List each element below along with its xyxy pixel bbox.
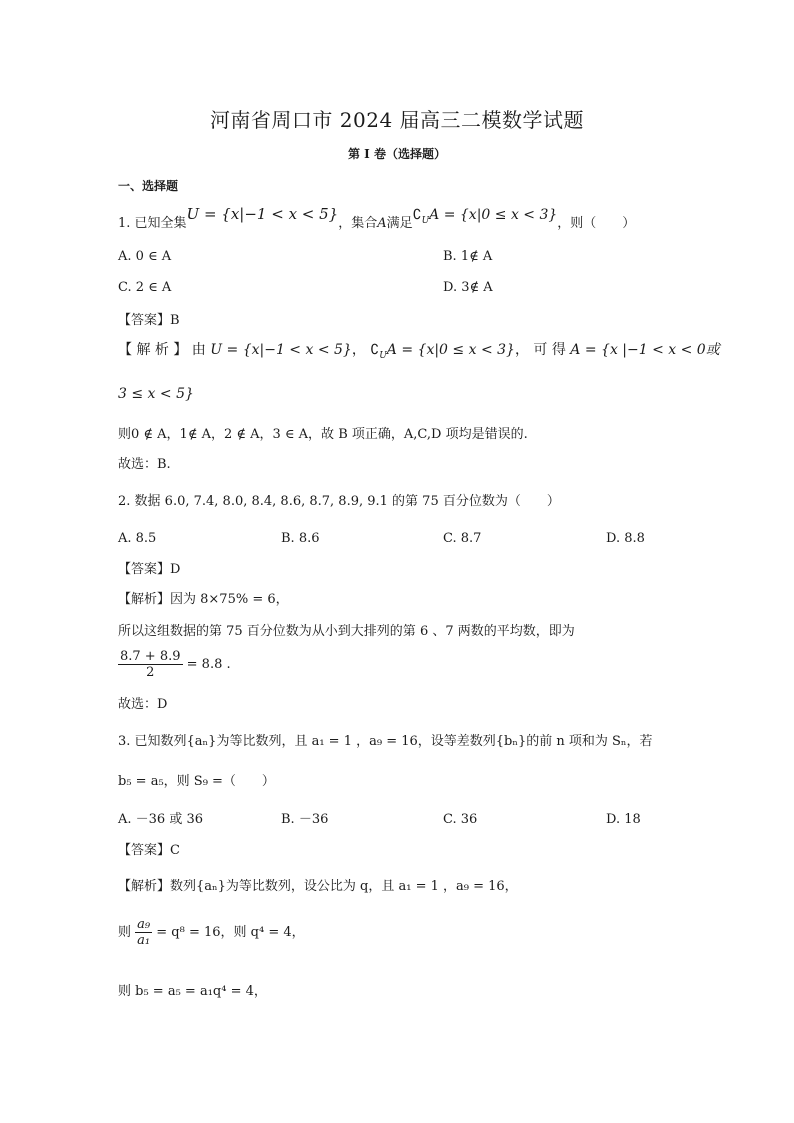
- q3-option-d: D. 18: [606, 812, 641, 827]
- q3-analysis-ratio-result: = q⁸ = 16，则 q⁴ = 4，: [156, 925, 305, 940]
- q1-option-a: A. 0 ∈ A: [118, 249, 172, 264]
- q3-option-a: A. －36 或 36: [118, 812, 204, 827]
- q1-analysis-set-u: U = {x|−1 < x < 5}: [210, 342, 352, 358]
- q3-fraction-denominator: a₁: [137, 933, 151, 948]
- q2-option-c: C. 8.7: [443, 531, 482, 546]
- q2-option-b: B. 8.6: [281, 531, 320, 546]
- q1-stem-tail: ，则（ ）: [557, 216, 636, 231]
- page-subtitle: 第 I 卷（选择题）: [348, 147, 446, 161]
- q1-set-u: U = {x|−1 < x < 5}: [186, 205, 339, 223]
- q3-analysis-line-3: 则 b₅ = a₅ = a₁q⁴ = 4，: [118, 984, 267, 999]
- q3-stem-line-1: 3. 已知数列{aₙ}为等比数列，且 a₁ = 1 ，a₉ = 16，设等差数列{bₙ}的前 n 项和为 Sₙ，若: [118, 734, 653, 749]
- q2-analysis-line-3: 故选：D: [118, 697, 168, 712]
- q1-option-b: B. 1∉ A: [443, 249, 493, 264]
- q3-analysis-line-2: [118, 918, 305, 947]
- section-heading: 一、选择题: [118, 179, 179, 193]
- q3-stem-line-2: b₅ = a₅，则 S₉ =（ ）: [118, 774, 275, 789]
- q1-analysis-complement-symbol: ∁: [370, 342, 380, 358]
- q1-analysis-complement-sub: U: [379, 350, 387, 361]
- q3-answer: 【答案】C: [118, 843, 180, 858]
- q2-analysis-line-2: 所以这组数据的第 75 百分位数为从小到大排列的第 6 、7 两数的平均数，即为: [118, 624, 575, 639]
- q1-stem: [118, 205, 636, 234]
- q3-option-c: C. 36: [443, 812, 478, 827]
- q2-option-a: A. 8.5: [118, 531, 157, 546]
- q1-analysis-line-2: 3 ≤ x < 5}: [118, 386, 194, 402]
- q2-fraction-numerator: 8.7 + 8.9: [120, 649, 181, 664]
- q1-analysis-comma: ，: [351, 342, 366, 358]
- q2-answer: 【答案】D: [118, 562, 181, 577]
- q2-analysis-fraction-line: [118, 650, 231, 679]
- q1-var-a: A: [377, 216, 387, 231]
- q1-answer: 【答案】B: [118, 313, 180, 328]
- q1-complement-set: A = {x|0 ≤ x < 3}: [429, 207, 558, 223]
- q2-fraction-denominator: 2: [146, 665, 155, 680]
- q1-stem-sat: 满足: [386, 216, 413, 231]
- q3-analysis-then: 则: [118, 925, 132, 940]
- q1-option-d: D. 3∉ A: [443, 280, 493, 295]
- q1-analysis-label: 【 解 析 】 由: [118, 342, 206, 358]
- q1-analysis-complement-set: A = {x|0 ≤ x < 3}: [386, 342, 515, 358]
- q1-analysis-yield: ， 可 得: [514, 342, 566, 358]
- q3-fraction-numerator: a₉: [137, 917, 151, 932]
- q3-analysis-line-1: 【解析】数列{aₙ}为等比数列，设公比为 q，且 a₁ = 1 ，a₉ = 16，: [118, 879, 518, 894]
- q3-fraction: [135, 918, 152, 947]
- q1-analysis-set-a: A = {x |−1 < x < 0或: [570, 342, 720, 358]
- q1-analysis-line-4: 故选：B.: [118, 457, 171, 472]
- q1-complement-sub: U: [421, 215, 430, 226]
- q2-option-d: D. 8.8: [606, 531, 645, 546]
- q2-fraction: [118, 650, 183, 679]
- q1-analysis-line-3: 则0 ∉ A，1∉ A，2 ∉ A，3 ∈ A，故 B 项正确，A,C,D 项均是错误的.: [118, 427, 528, 442]
- page-title: 河南省周口市 2024 届高三二模数学试题: [209, 108, 585, 132]
- q1-stem-sep: ，集合: [338, 216, 378, 231]
- q2-analysis-line-1: 【解析】因为 8×75% = 6，: [118, 592, 289, 607]
- q2-stem: 2. 数据 6.0, 7.4, 8.0, 8.4, 8.6, 8.7, 8.9, 9.1 的第 75 百分位数为（ ）: [118, 494, 560, 509]
- q1-option-c: C. 2 ∈ A: [118, 280, 172, 295]
- q2-fraction-result: = 8.8 .: [186, 657, 231, 672]
- q1-complement-symbol: ∁: [412, 207, 422, 223]
- q3-option-b: B. －36: [281, 812, 329, 827]
- q1-analysis-line-1: [118, 343, 720, 361]
- q1-stem-lead: 1. 已知全集: [118, 216, 187, 231]
